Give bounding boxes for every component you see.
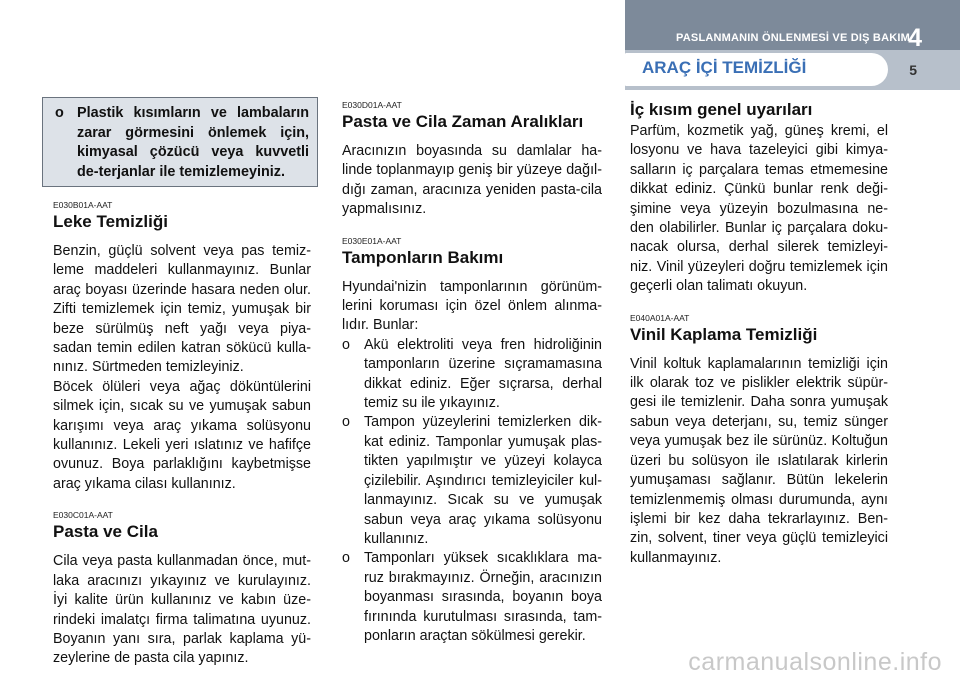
list-item-text: Tamponları yüksek sıcaklıklara ma-ruz bırakmayınız. Örneğin, aracınızın boyanması sırasında, boyanın boya fırınında kurutulması sırasında, tam-ponların araçtan sökülmesi gerekir. (364, 550, 602, 644)
section-heading: Leke Temizliği (53, 212, 168, 231)
paragraph: Parfüm, kozmetik yağ, güneş kremi, el losyonu ve hava tazeleyici gibi kimya-salların iç parçalara temas etmemesine dikkat ediniz. Çünkü bunlar renk deği-şimine veya yüzeyin bozulmasına ne-den olabilirler. Bunlar iç parçalara doku-nacak olursa, derhal silerek temizleyi-niz. Vinil yüzeyleri doğru temizlemek için geçerli olan talimatı okuyun. (630, 123, 888, 295)
paragraph: Hyundai'nizin tamponlarının görünüm-lerini koruması için özel önlem alınma-lıdır. Bunlar: (342, 278, 602, 334)
page-number: 5 (909, 62, 917, 78)
section-heading: Pasta ve Cila Zaman Aralıkları (342, 112, 584, 131)
list-item-text: Tampon yüzeylerini temizlerken dik-kat ediniz. Tamponlar yumuşak plas-tikten yapılmıştır ve yüzeyi kolayca çizilebilir. Aşındırıcı temizleyiciler kul-lanmayınız. Sıcak su ve yumuşak sabun veya araç yıkama solüsyonu kullanınız. (364, 414, 602, 547)
leke-section (53, 200, 311, 494)
section-code: E040A01A-AAT (630, 312, 690, 323)
watermark: carmanualsonline.info (688, 648, 942, 676)
note-item (55, 104, 309, 182)
paragraph: Vinil koltuk kaplamalarının temizliği için ilk olarak toz ve pislikler elektrik süpür-gesi ile temizlenir. Daha sonra yumuşak sabun veya deterjanı, su, temiz sünger veya yumuşak bez ile sürünüz. Koltuğun üzeri bu solüsyon ile ıslatılarak kirlerin yumuşaması sağlanır. Bütün lekelerin temizlenmemiş olması durumunda, aynı işlemi bir kez daha tekrarlayınız. Ben-zin, solvent, tiner veya güçlü temizleyici kullanmayınız. (630, 355, 888, 566)
bullet-marker: o (342, 414, 350, 431)
section-heading: Tamponların Bakımı (342, 247, 504, 267)
bullet-marker: o (55, 105, 64, 121)
list-item-text: Akü elektroliti veya fren hidroliğinin tamponların üzerine sıçramamasına dikkat ediniz. Eğer sıçrarsa, derhal temiz su ile yıkayınız. (364, 336, 602, 412)
column-middle (342, 100, 602, 659)
section-heading: Pasta ve Cila (53, 522, 158, 542)
vinil-section (630, 313, 888, 568)
column-right (630, 100, 888, 581)
section-heading: Vinil Kaplama Temizliği (630, 324, 818, 344)
note-text: Plastik kısımların ve lambaların zarar görmesini önlemek için, kimyasal çözücü veya kuvvetli de-terjanlar ile temizlemeyiniz. (77, 105, 309, 180)
aralik-section (342, 100, 602, 220)
chapter-title: PASLANMANIN ÖNLENMESİ VE DIŞ BAKIM (676, 32, 910, 44)
warning-note-box (42, 97, 318, 187)
section-title: ARAÇ İÇİ TEMİZLİĞİ (642, 58, 807, 77)
section-code: E030E01A-AAT (342, 235, 402, 246)
list-item (342, 336, 602, 414)
paragraph: Böcek ölüleri veya ağaç döküntülerini silmek için, sıcak su ve yumuşak sabun karışımı veya araç yıkama solüsyonu kullanınız. Lekeli yeri ıslatınız ve hafifçe ovunuz. Boya parlaklığını kaybetmişse araç yıkama cilası kullanınız. (53, 378, 311, 492)
chapter-number: 4 (908, 24, 922, 52)
list-item (342, 413, 602, 549)
section-code: E030C01A-AAT (53, 510, 113, 521)
paragraph: Aracınızın boyasında su damlalar ha-linde toplanmayıp geniş bir yüzeye dağıl-dığı zaman, aracınıza yeniden pasta-cila yapmalısınız. (342, 143, 602, 218)
bullet-marker: o (342, 550, 350, 567)
paragraph: Benzin, güçlü solvent veya pas temiz-leme maddeleri kullanmayınız. Bunlar araç boyası üzerinde hasara neden olur. Zifti temizlemek için temiz, yumuşak bir beze sürülmüş neft yağı veya piya-sadan temin edilen katran sökücü kulla-nınız. Sürtmeden temizleyiniz. (53, 243, 311, 376)
paragraph: Cila veya pasta kullanmadan önce, mut-laka aracınızı yıkayınız ve kurulayınız. İyi kalite ürün kullanınız ve kabın üze-rindeki imalatçı firma talimatına uyunuz. Boyanın yanı sıra, parlak kaplama yü-zeylerine de pasta cila yapınız. (53, 553, 311, 667)
list-item (342, 549, 602, 646)
genel-section (630, 100, 888, 297)
pasta-section (53, 510, 311, 668)
column-left (53, 200, 311, 682)
section-code: E030D01A-AAT (342, 100, 402, 110)
section-code: E030B01A-AAT (53, 200, 113, 210)
bullet-marker: o (342, 336, 350, 353)
section-heading: İç kısım genel uyarıları (630, 100, 813, 119)
tampon-section (342, 236, 602, 647)
